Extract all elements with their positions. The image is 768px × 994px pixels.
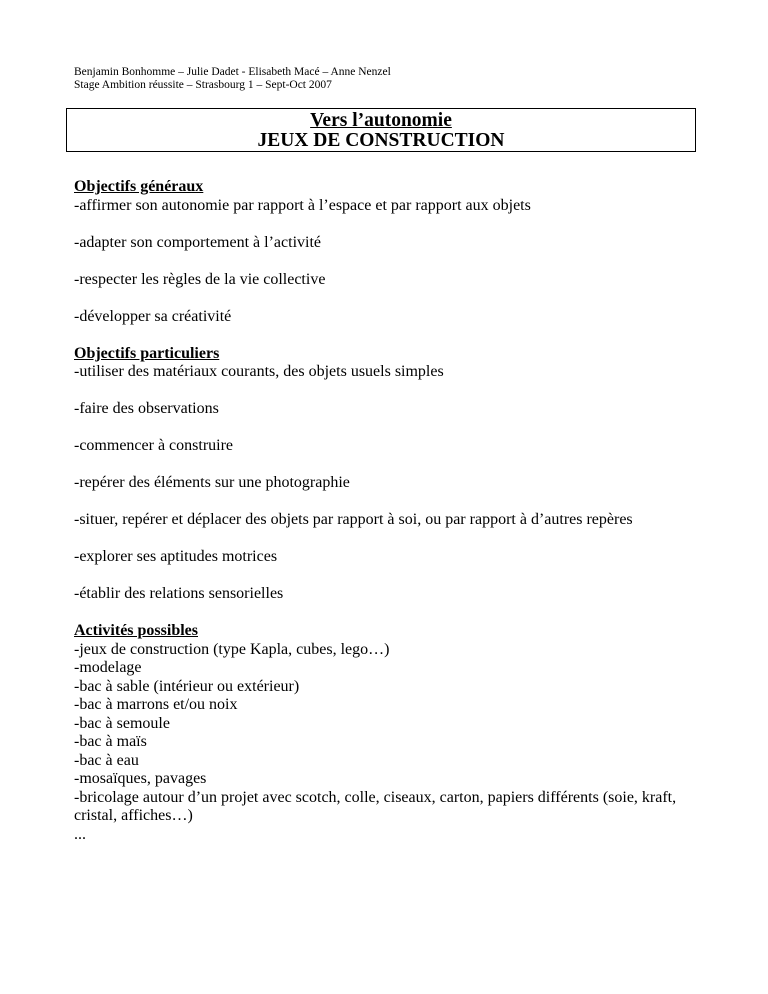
list-item: -respecter les règles de la vie collective	[74, 270, 326, 288]
list-item: -jeux de construction (type Kapla, cubes, lego…)	[74, 640, 390, 658]
header-stage: Stage Ambition réussite – Strasbourg 1 – Sept-Oct 2007	[74, 79, 332, 91]
list-item: -commencer à construire	[74, 437, 234, 454]
section-heading: Activités possibles	[74, 622, 198, 639]
section-heading: Objectifs généraux	[74, 178, 204, 195]
title-line-2: JEUX DE CONSTRUCTION	[257, 130, 505, 151]
list-item: -développer sa créativité	[74, 307, 232, 325]
list-item: -faire des observations	[74, 400, 219, 417]
section-heading: Objectifs particuliers	[74, 344, 220, 362]
list-item: -adapter son comportement à l’activité	[74, 233, 322, 251]
page-header	[74, 66, 391, 92]
section-objectifs-generaux	[74, 178, 694, 326]
document-content	[74, 178, 694, 844]
section-activites-possibles	[74, 622, 694, 844]
header-authors: Benjamin Bonhomme – Julie Dadet - Elisabeth Macé – Anne Nenzel	[74, 66, 391, 78]
list-item: -bac à maïs	[74, 733, 147, 750]
section-objectifs-particuliers	[74, 345, 694, 604]
list-item: -affirmer son autonomie par rapport à l’espace et par rapport aux objets	[74, 196, 531, 214]
list-item: ...	[74, 825, 86, 843]
list-item: -bac à semoule	[74, 714, 170, 732]
list-item: -bac à sable (intérieur ou extérieur)	[74, 677, 300, 695]
list-item: -établir des relations sensorielles	[74, 585, 284, 602]
list-item: -bac à marrons et/ou noix	[74, 696, 238, 713]
list-item: -utiliser des matériaux courants, des objets usuels simples	[74, 363, 444, 380]
list-item: -modelage	[74, 659, 142, 676]
list-item: -mosaïques, pavages	[74, 770, 207, 787]
list-item: -situer, repérer et déplacer des objets par rapport à soi, ou par rapport à d’autres repères	[74, 511, 633, 528]
title-line-1: Vers l’autonomie	[310, 110, 452, 131]
list-item: -repérer des éléments sur une photographie	[74, 474, 350, 491]
title-box	[66, 108, 696, 152]
list-item: -explorer ses aptitudes motrices	[74, 548, 278, 565]
list-item: -bac à eau	[74, 751, 139, 769]
list-item: -bricolage autour d’un projet avec scotch, colle, ciseaux, carton, papiers différents (soie, kraft, cristal, affiches…)	[74, 788, 677, 824]
